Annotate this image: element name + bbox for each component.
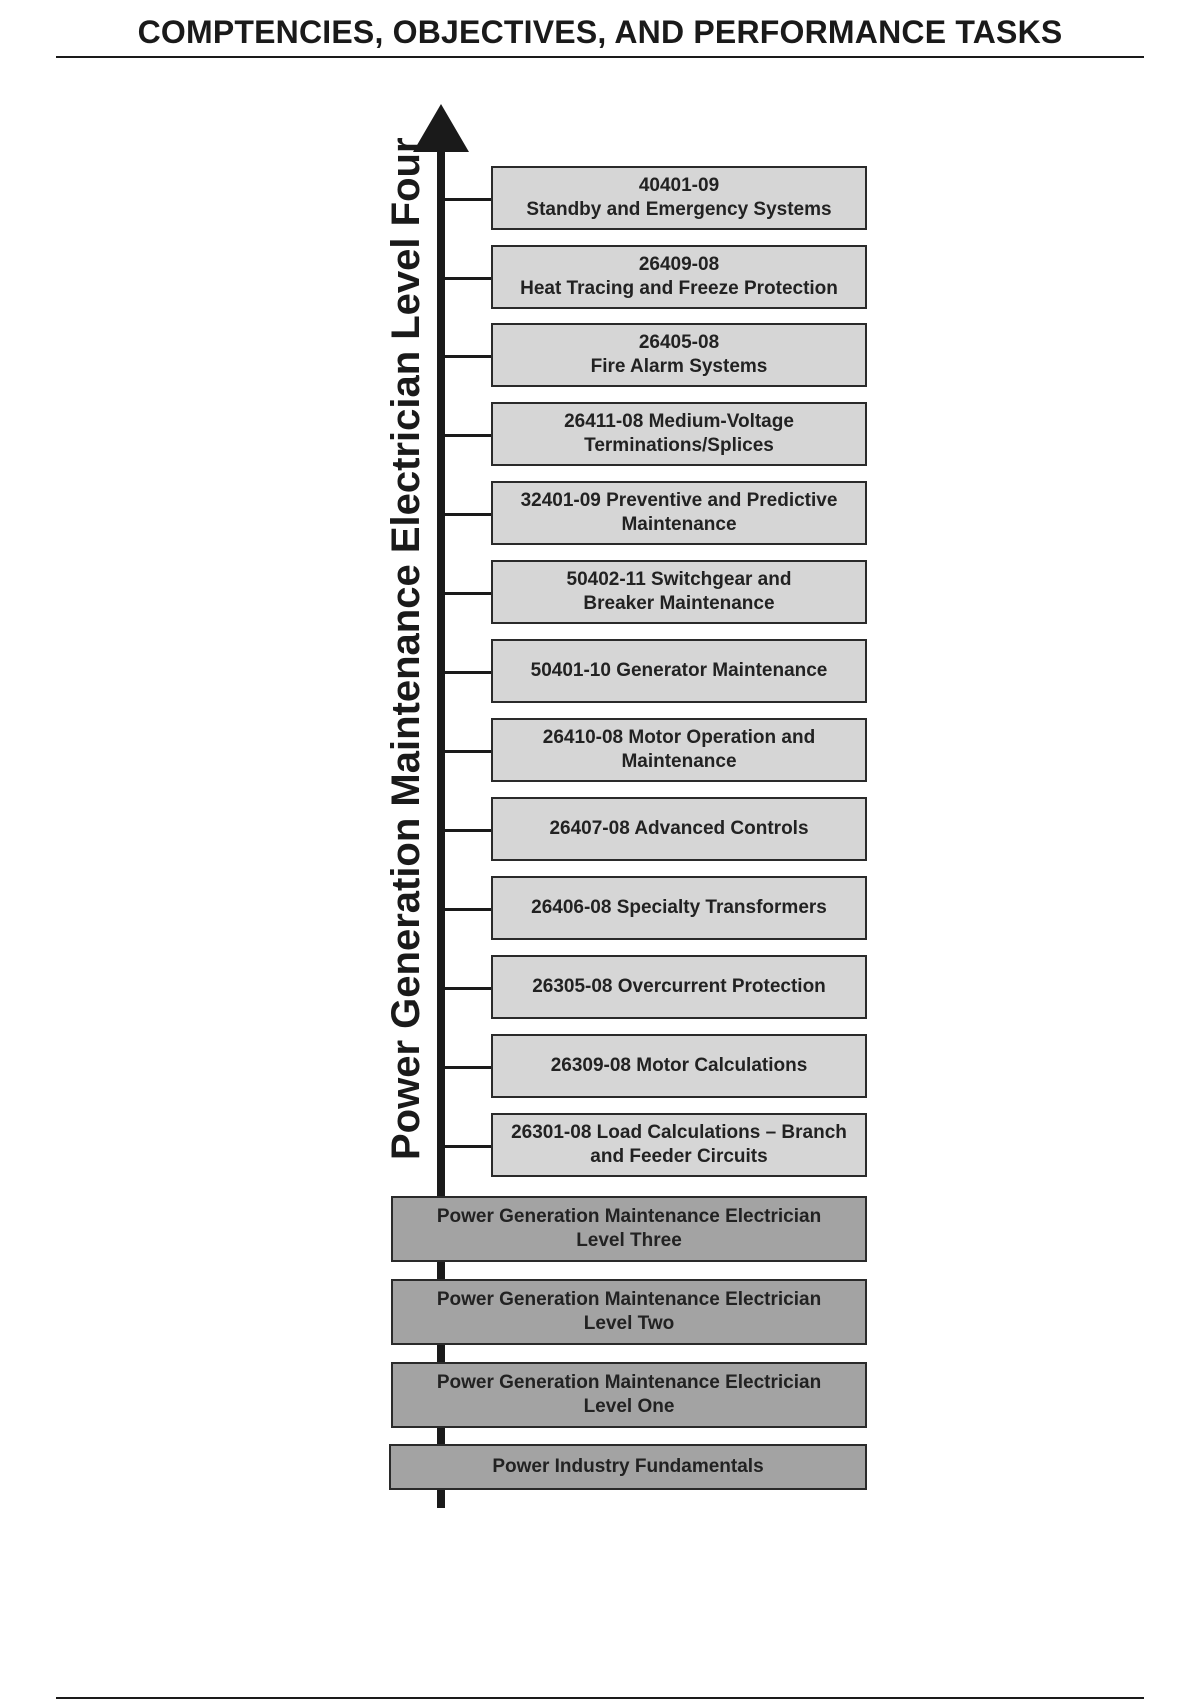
title-divider — [56, 56, 1144, 58]
module-box-40401-09 — [491, 166, 867, 230]
module-label: 50402-11 Switchgear and Breaker Maintenance — [566, 569, 792, 614]
level-label: Power Industry Fundamentals — [492, 1456, 764, 1477]
module-label: 26309-08 Motor Calculations — [550, 1055, 808, 1076]
level-box-fundamentals — [389, 1444, 867, 1490]
connector-tick — [443, 750, 491, 753]
level-box-two — [391, 1279, 867, 1345]
module-label: 26301-08 Load Calculations – Branch and Feeder Circuits — [511, 1122, 847, 1167]
module-label: 26405-08 Fire Alarm Systems — [590, 332, 768, 377]
level-box-one — [391, 1362, 867, 1428]
module-box-26409-08 — [491, 245, 867, 309]
module-box-50402-11 — [491, 560, 867, 624]
module-box-26309-08 — [491, 1034, 867, 1098]
connector-tick — [443, 829, 491, 832]
module-label: 26407-08 Advanced Controls — [549, 818, 809, 839]
module-box-26411-08 — [491, 402, 867, 466]
footer-divider — [56, 1697, 1144, 1699]
module-label: 26305-08 Overcurrent Protection — [532, 976, 826, 997]
module-box-26301-08 — [491, 1113, 867, 1177]
module-box-26305-08 — [491, 955, 867, 1019]
connector-tick — [443, 908, 491, 911]
connector-tick — [443, 434, 491, 437]
level-box-three — [391, 1196, 867, 1262]
connector-tick — [443, 513, 491, 516]
axis-label: Power Generation Maintenance Electrician Level Four — [384, 137, 428, 1160]
connector-tick — [443, 592, 491, 595]
module-box-32401-09 — [491, 481, 867, 545]
level-label: Power Generation Maintenance Electrician Level Two — [436, 1289, 822, 1334]
connector-tick — [443, 1066, 491, 1069]
level-label: Power Generation Maintenance Electrician Level Three — [436, 1206, 822, 1251]
module-box-26406-08 — [491, 876, 867, 940]
module-label: 32401-09 Preventive and Predictive Maintenance — [520, 490, 838, 535]
connector-tick — [443, 671, 491, 674]
module-box-26405-08 — [491, 323, 867, 387]
module-label: 26410-08 Motor Operation and Maintenance — [542, 727, 816, 772]
module-label: 26406-08 Specialty Transformers — [531, 897, 827, 918]
module-box-26407-08 — [491, 797, 867, 861]
module-label: 50401-10 Generator Maintenance — [530, 660, 828, 681]
module-box-50401-10 — [491, 639, 867, 703]
page-title: COMPTENCIES, OBJECTIVES, AND PERFORMANCE TASKS — [137, 14, 1063, 50]
module-label: 40401-09 Standby and Emergency Systems — [526, 175, 832, 220]
connector-tick — [443, 198, 491, 201]
connector-tick — [443, 277, 491, 280]
module-label: 26411-08 Medium-Voltage Terminations/Splices — [564, 411, 794, 456]
connector-tick — [443, 987, 491, 990]
level-label: Power Generation Maintenance Electrician Level One — [436, 1372, 822, 1417]
connector-tick — [443, 1145, 491, 1148]
module-label: 26409-08 Heat Tracing and Freeze Protection — [520, 254, 838, 299]
module-box-26410-08 — [491, 718, 867, 782]
connector-tick — [443, 355, 491, 358]
